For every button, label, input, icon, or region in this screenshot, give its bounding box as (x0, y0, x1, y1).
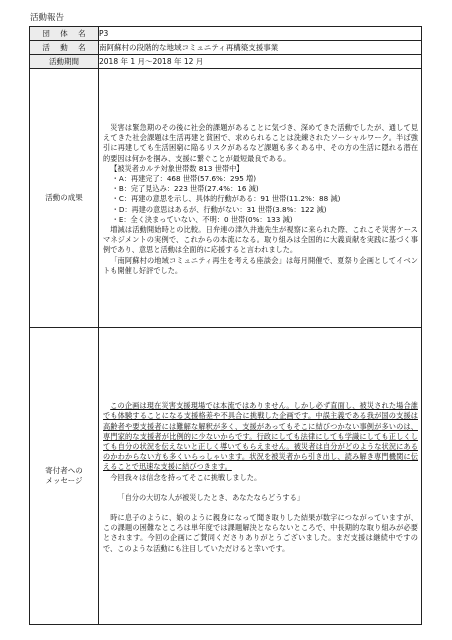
outcome-data-line: ・A：再建完了：468 世帯(57.6%：295 増) (111, 173, 257, 183)
message-paragraph-3: 時に息子のように、娘のように親身になって聞き取りした結果が数字につながっていますが、この課題の困難なところは単年度では課題解決とならないところで、中長期的な取り組みが必要とされます。今回の企画にご賛同くださりありがとうございました。まだ支援は継続中ですので、このような活動にも注目していただけると幸いです。 (103, 513, 418, 553)
period-row (30, 55, 422, 69)
outcome-cell (99, 69, 422, 328)
outcome-row (30, 69, 422, 328)
outcome-data-line: ・D：再建の意思はあるが、行動がない：31 世帯(3.8%：122 減) (111, 204, 327, 214)
outcome-paragraph-2: 増減は活動開始時との比較。日弁連の津久井進先生が視察に来られた際、これこそ災害ケースマネジメントの実例で、これからの本流になる。取り組みは全国的に大義貢献を実践に基づく事例であり、意思と活動は全面的に応援すると言われました。 (103, 225, 418, 255)
message-quote: 「自分の大切な人が被災したとき、あなたならどうする」 (117, 492, 304, 502)
message-label-line-2: メッセージ (45, 476, 83, 485)
outcome-body (99, 120, 421, 276)
outcome-data-line: ・C：再建の意思を示し、具体的行動がある：91 世帯(11.2%：88 減) (111, 194, 341, 204)
message-cell (99, 328, 422, 625)
outcome-data-title: 【被災者カルテ対象世帯数 813 世帯中】 (110, 163, 244, 173)
message-paragraph-2: 今回我々は信念を持ってそこに挑戦しました。 (110, 472, 262, 482)
period-value: 2018 年 1 月～2018 年 12 月 (99, 55, 422, 69)
group-value: P3 (99, 27, 422, 41)
message-label-line-1: 寄付者への (45, 466, 83, 475)
activity-row (30, 41, 422, 55)
activity-label: 活 動 名 (30, 41, 99, 55)
outcome-data-line: ・B：完了見込み：223 世帯(27.4%：16 減) (111, 184, 259, 194)
activity-report-table (29, 26, 422, 625)
message-paragraph-1: この企画は現在災害支援現場では本流ではありません。しかし必ず直面し、被災された場合誰でも体験することになる支援格差や不具合に挑戦した企画です。中誤主義である我が国の支援は高齢者や要支援者には難解な解釈が多く、支援があってもそこに結びつかない事例が多いのは、専門家的な支援者が比例的に少ないからです。行政にしても法律にしても学識にしても正しくしても自分の状況を伝えないと正しく導いてもらえません。被災者は自分がどのような状況にあるのかわからない方も多くいらっしゃいます。状況を被災者から引き出し、読み解き専門機関に伝えることで迅速な支援に結びつきます。 (103, 401, 418, 472)
message-body (99, 398, 421, 554)
page-title: 活動報告 (30, 13, 65, 23)
group-label: 団 体 名 (30, 27, 99, 41)
period-label: 活動期間 (30, 55, 99, 69)
outcome-data-line: ・E：全く決まっていない、不明：0 世帯(0%：133 減) (111, 214, 293, 224)
group-row (30, 27, 422, 41)
activity-value: 南阿蘇村の段階的な地域コミュニティ再構築支援事業 (99, 41, 422, 55)
outcome-label: 活動の成果 (30, 69, 99, 328)
message-row (30, 328, 422, 625)
outcome-paragraph-3: 「南阿蘇村の地域コミュニティ再生を考える座談会」は毎月開催で、夏祭り企画としてイベントも開催し好評でした。 (103, 255, 418, 275)
outcome-intro: 災害は緊急期のその後に社会的課題があることに気づき、深めてきた活動でしたが、通して見えてきた社会課題は生活再建と貧困で、求められることは洗練されたソーシャルワーク。半ば強引に再建しても生活困窮に陥るリスクがあるなど課題も多くある中、その方の生活に隠れる潜在的要因は何かを掴み、支援に繋ぐことが最短最良である。 (103, 122, 418, 163)
message-label (30, 328, 99, 625)
